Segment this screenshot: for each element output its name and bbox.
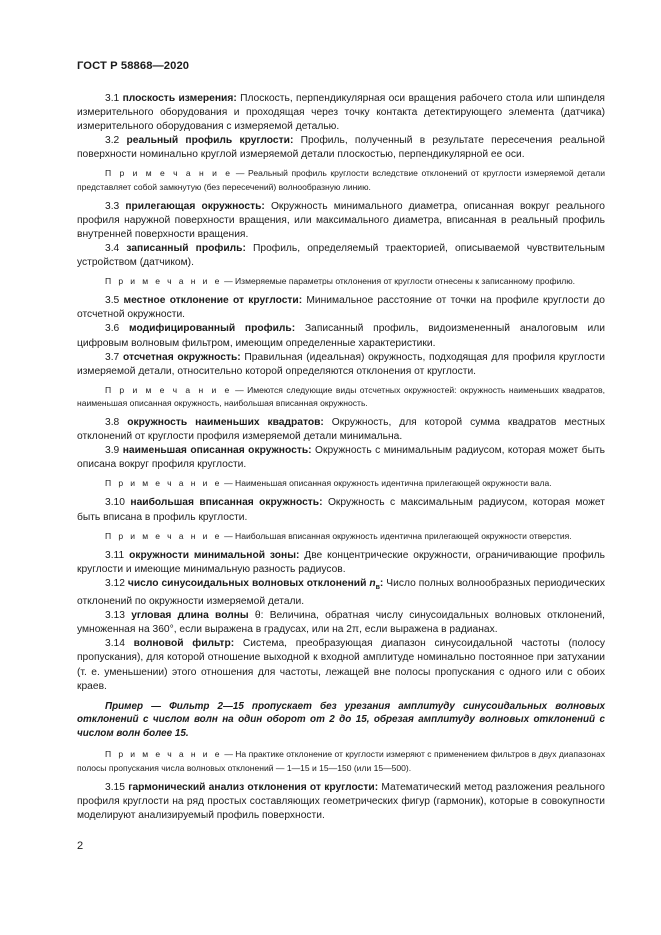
- document-body: [77, 92, 605, 823]
- item-number: 3.13: [105, 610, 125, 622]
- definition-text: Правильная (идеальная) окружность, подходящая для профиля круглости измеряемой детали, относительно которой определяются отклонения от круглости.: [77, 351, 605, 377]
- term: плоскость измерения:: [122, 93, 237, 104]
- symbol-subscript: в: [375, 583, 380, 591]
- definition-text: Окружность минимального диаметра, описанная вокруг реального профиля наружной поверхности вращения, или максимального диаметра, вписанная в реальный профиль внутренней поверхности вращения.: [77, 200, 606, 240]
- item-number: 3.14: [105, 638, 125, 650]
- term: записанный профиль:: [126, 242, 246, 254]
- definition-3-14: [77, 637, 605, 693]
- term: угловая длина волны: [131, 610, 249, 622]
- term: отсчетная окружность:: [122, 351, 241, 363]
- definition-text: Окружность, для которой сумма квадратов местных отклонений от круглости профиля измеряемой детали минимальна.: [77, 416, 605, 443]
- definition-3-7: [77, 351, 605, 379]
- definition-3-4: [77, 242, 605, 270]
- note-label: П р и м е ч а н и е: [105, 168, 233, 179]
- item-number: 3.15: [105, 781, 125, 793]
- note-3-4: [77, 275, 605, 288]
- definition-text: Плоскость, перпендикулярная оси вращения рабочего стола или шпинделя измерительного оборудования и проходящая через точку контакта детектирующего элемента (датчика) измерительного оборудования с измеряемой деталью.: [77, 93, 605, 133]
- item-number: 3.6: [105, 323, 120, 335]
- item-number: 3.5: [105, 295, 120, 307]
- note-3-9: [77, 477, 605, 490]
- term: наименьшая описанная окружность:: [122, 445, 312, 457]
- definition-3-3: [77, 200, 605, 242]
- term: наибольшая вписанная окружность:: [130, 497, 323, 509]
- item-number: 3.7: [105, 351, 120, 363]
- definition-3-6: [77, 322, 605, 350]
- item-number: 3.9: [105, 445, 120, 457]
- note-label: П р и м е ч а н и е: [105, 384, 232, 395]
- note-3-14: [77, 748, 605, 774]
- term: окружности минимальной зоны:: [129, 549, 300, 561]
- example-3-14: Пример — Фильтр 2—15 пропускает без урезания амплитуду синусоидальных волновых отклонений с числом волн на один оборот от 2 до 15, обрезая амплитуду волновых отклонений с числом волн более 15.: [77, 700, 605, 739]
- definition-text: Математический метод разложения реального профиля круглости на ряд простых составляющих геометрических фигур (гармоник), которые в совокупности моделируют анализируемый профиль поверхности.: [77, 781, 606, 821]
- note-label: П р и м е ч а н и е: [105, 749, 222, 760]
- item-number: 3.1: [105, 93, 120, 104]
- note-3-2: [77, 167, 605, 193]
- note-3-10: [77, 530, 605, 543]
- item-number: 3.4: [105, 242, 120, 254]
- definition-text: Минимальное расстояние от точки на профиле круглости до отсчетной окружности.: [77, 295, 605, 321]
- definition-3-13: [77, 609, 605, 637]
- note-text: — Реальный профиль круглости вследствие отклонений от круглости измеряемой детали представляет собой замкнутую (без пересечений) волнообразную линию.: [77, 168, 605, 192]
- item-number: 3.3: [105, 200, 120, 212]
- term: окружность наименьших квадратов:: [127, 416, 324, 428]
- definition-3-12: 3.12 число синусоидальных волновых отклонений $n_в$: Число полных волнообразных периодических отклонений по окружности измеряемой детали.: [77, 577, 605, 608]
- definition-3-10: [77, 496, 605, 524]
- definition-3-8: [77, 416, 605, 444]
- note-label: П р и м е ч а н и е: [105, 478, 222, 489]
- item-number: 3.10: [105, 497, 125, 509]
- symbol: n: [369, 577, 376, 589]
- item-number: 3.8: [105, 416, 120, 428]
- term: волновой фильтр:: [133, 638, 235, 650]
- item-number: 3.11: [105, 549, 125, 561]
- item-number: 3.12: [105, 577, 125, 589]
- term: гармонический анализ отклонения от круглости:: [128, 781, 379, 793]
- term: местное отклонение от круглости:: [123, 295, 303, 307]
- definition-3-5: [77, 294, 605, 322]
- note-text: — Наименьшая описанная окружность идентична прилегающей окружности вала.: [224, 478, 552, 489]
- term: число синусоидальных волновых отклонений: [127, 577, 367, 589]
- definition-text: Профиль, полученный в результате пересечения реальной поверхности номинально круглой измеряемой детали плоскостью, перпендикулярной ее оси.: [77, 135, 605, 161]
- definition-3-1: [77, 92, 605, 134]
- definition-3-15: [77, 781, 605, 823]
- definition-3-9: [77, 444, 605, 472]
- definition-text: Окружность с максимальным радиусом, которая может быть вписана в профиль круглости.: [77, 497, 605, 523]
- definition-text: Записанный профиль, видоизмененный аналоговым или цифровым волновым фильтром, имеющим определенные характеристики.: [77, 323, 605, 349]
- definition-text: Величина, обратная числу синусоидальных волновых отклонений, умноженная на 360°, если выражена в градусах, или на 2π, если выражена в радианах.: [77, 610, 605, 636]
- definition-text: Две концентрические окружности, ограничивающие профиль круглости и имеющие минимальную разность радиусов.: [77, 549, 605, 575]
- note-text: — На практике отклонение от круглости измеряют с применением фильтров в двух диапазонах полосы пропускания числа волновых отклонений — 1—15 и 15—150 (или 15—500).: [77, 749, 605, 773]
- note-text: — Наибольшая вписанная окружность идентична прилегающей окружности отверстия.: [224, 530, 572, 541]
- term: модифицированный профиль:: [129, 323, 296, 335]
- definition-text: Система, преобразующая диапазон синусоидальной частоты (полосу пропускания), для которой отношение выходной к входной амплитуде номинально постоянное при затухании (т. е. уменьшении) этого отношения для частоты, лежащей вне полосы пропускания с одного или с обоих краев.: [77, 638, 605, 692]
- note-text: — Измеряемые параметры отклонения от круглости отнесены к записанному профилю.: [224, 276, 576, 287]
- term: прилегающая окружность:: [125, 200, 265, 212]
- note-text: — Имеются следующие виды отсчетных окружностей: окружность наименьших квадратов, наименьшая описанная окружность, наибольшая вписанная окружность.: [77, 384, 605, 408]
- definition-text: Число полных волнообразных периодических отклонений по окружности измеряемой детали.: [77, 577, 605, 608]
- symbol: θ:: [254, 610, 264, 622]
- definition-text: Профиль, определяемый траекторией, описываемой чувствительным устройством (датчиком).: [77, 242, 605, 269]
- document-header: ГОСТ Р 58868—2020: [77, 60, 190, 72]
- note-label: П р и м е ч а н и е: [105, 276, 222, 287]
- note-label: П р и м е ч а н и е: [105, 530, 222, 541]
- term: реальный профиль круглости:: [126, 135, 294, 147]
- definition-3-11: [77, 549, 605, 577]
- item-number: 3.2: [105, 135, 120, 147]
- definition-3-2: [77, 134, 605, 162]
- note-3-7: [77, 384, 605, 410]
- page-number: 2: [77, 840, 84, 852]
- definition-text: Окружность с минимальным радиусом, которая может быть описана вокруг профиля круглости.: [77, 445, 605, 471]
